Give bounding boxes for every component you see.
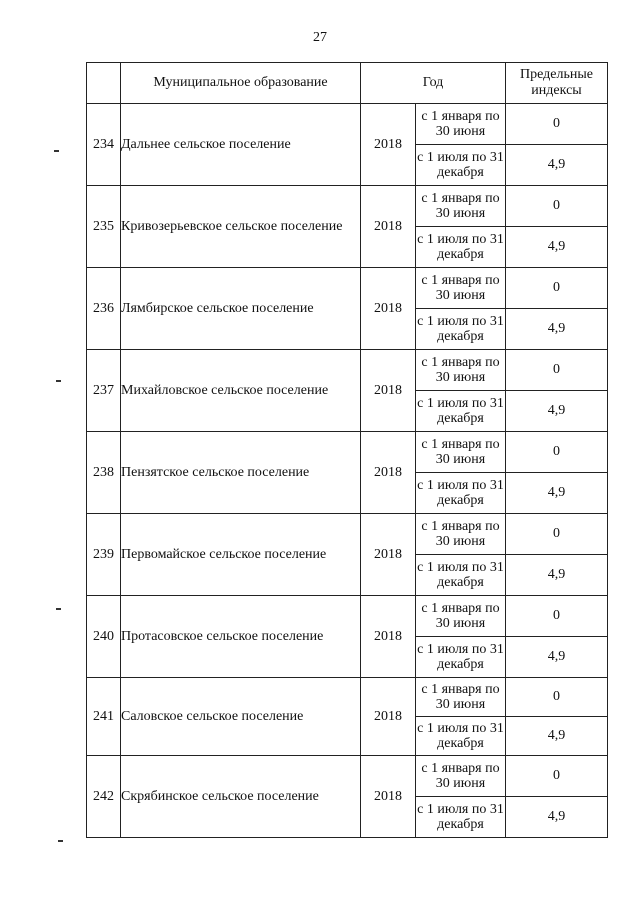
table-row — [87, 596, 608, 637]
table-row — [87, 432, 608, 473]
scan-mark — [56, 380, 61, 382]
header-number — [87, 63, 121, 104]
row-number: 240 — [87, 596, 121, 678]
year-cell: 2018 — [361, 350, 416, 432]
municipality-name: Михайловское сельское поселение — [121, 350, 361, 432]
year-cell: 2018 — [361, 756, 416, 838]
index-value: 0 — [506, 350, 608, 391]
period-cell: с 1 июля по 31 декабря — [416, 309, 506, 350]
municipality-name: Пензятское сельское поселение — [121, 432, 361, 514]
index-value: 4,9 — [506, 797, 608, 838]
period-cell: с 1 июля по 31 декабря — [416, 555, 506, 596]
year-cell: 2018 — [361, 432, 416, 514]
scan-mark — [54, 150, 59, 152]
period-cell: с 1 января по 30 июня — [416, 596, 506, 637]
index-value: 0 — [506, 432, 608, 473]
municipality-name: Протасовское сельское поселение — [121, 596, 361, 678]
period-cell: с 1 января по 30 июня — [416, 678, 506, 717]
index-value: 4,9 — [506, 309, 608, 350]
year-cell: 2018 — [361, 678, 416, 756]
table-row — [87, 268, 608, 309]
index-value: 0 — [506, 678, 608, 717]
municipality-name: Первомайское сельское поселение — [121, 514, 361, 596]
period-cell: с 1 января по 30 июня — [416, 350, 506, 391]
index-value: 4,9 — [506, 227, 608, 268]
row-number: 241 — [87, 678, 121, 756]
table-body — [87, 104, 608, 838]
period-cell: с 1 июля по 31 декабря — [416, 717, 506, 756]
period-cell: с 1 января по 30 июня — [416, 268, 506, 309]
index-value: 0 — [506, 268, 608, 309]
header-year: Год — [361, 63, 506, 104]
page-number: 27 — [313, 30, 327, 45]
period-cell: с 1 июля по 31 декабря — [416, 797, 506, 838]
table-row — [87, 350, 608, 391]
municipality-name: Дальнее сельское поселение — [121, 104, 361, 186]
period-cell: с 1 января по 30 июня — [416, 432, 506, 473]
row-number: 237 — [87, 350, 121, 432]
year-cell: 2018 — [361, 104, 416, 186]
table-row — [87, 678, 608, 717]
table-row — [87, 756, 608, 797]
year-cell: 2018 — [361, 596, 416, 678]
period-cell: с 1 января по 30 июня — [416, 514, 506, 555]
index-value: 4,9 — [506, 555, 608, 596]
year-cell: 2018 — [361, 186, 416, 268]
year-cell: 2018 — [361, 268, 416, 350]
year-cell: 2018 — [361, 514, 416, 596]
index-value: 4,9 — [506, 717, 608, 756]
scan-mark — [56, 608, 61, 610]
period-cell: с 1 июля по 31 декабря — [416, 227, 506, 268]
period-cell: с 1 января по 30 июня — [416, 104, 506, 145]
index-value: 0 — [506, 596, 608, 637]
scan-mark — [58, 840, 63, 842]
row-number: 236 — [87, 268, 121, 350]
indices-table — [86, 62, 608, 838]
header-indices: Предельные индексы — [506, 63, 608, 104]
row-number: 239 — [87, 514, 121, 596]
period-cell: с 1 июля по 31 декабря — [416, 145, 506, 186]
municipality-name: Кривозерьевское сельское поселение — [121, 186, 361, 268]
table-row — [87, 104, 608, 145]
row-number: 238 — [87, 432, 121, 514]
index-value: 0 — [506, 756, 608, 797]
header-municipality: Муниципальное образование — [121, 63, 361, 104]
index-value: 0 — [506, 514, 608, 555]
row-number: 235 — [87, 186, 121, 268]
row-number: 234 — [87, 104, 121, 186]
table-row — [87, 186, 608, 227]
index-value: 4,9 — [506, 145, 608, 186]
table-header-row — [87, 63, 608, 104]
municipality-name: Саловское сельское поселение — [121, 678, 361, 756]
index-value: 4,9 — [506, 637, 608, 678]
period-cell: с 1 июля по 31 декабря — [416, 473, 506, 514]
period-cell: с 1 июля по 31 декабря — [416, 637, 506, 678]
period-cell: с 1 июля по 31 декабря — [416, 391, 506, 432]
row-number: 242 — [87, 756, 121, 838]
municipality-name: Скрябинское сельское поселение — [121, 756, 361, 838]
municipality-name: Лямбирское сельское поселение — [121, 268, 361, 350]
index-value: 4,9 — [506, 391, 608, 432]
index-value: 4,9 — [506, 473, 608, 514]
index-value: 0 — [506, 186, 608, 227]
table-row — [87, 514, 608, 555]
period-cell: с 1 января по 30 июня — [416, 186, 506, 227]
index-value: 0 — [506, 104, 608, 145]
period-cell: с 1 января по 30 июня — [416, 756, 506, 797]
